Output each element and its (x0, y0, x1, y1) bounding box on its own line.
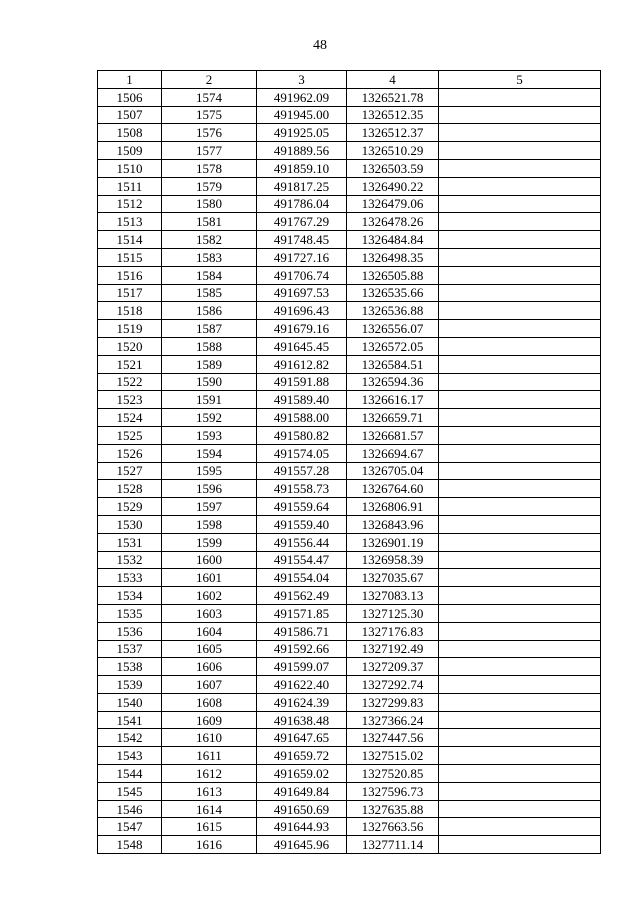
table-cell-col-3: 491592.66 (257, 640, 347, 658)
table-cell-col-5 (439, 88, 601, 106)
table-cell-col-1: 1508 (98, 124, 162, 142)
table-cell-col-3: 491786.04 (257, 195, 347, 213)
table-cell-col-2: 1599 (162, 533, 257, 551)
table-row (98, 676, 601, 694)
table-cell-col-3: 491647.65 (257, 729, 347, 747)
table-cell-col-1: 1543 (98, 747, 162, 765)
table-cell-col-5 (439, 711, 601, 729)
table-row (98, 159, 601, 177)
table-cell-col-4: 1327299.83 (347, 693, 439, 711)
table-cell-col-1: 1519 (98, 320, 162, 338)
table-cell-col-3: 491659.02 (257, 765, 347, 783)
table-cell-col-4: 1326521.78 (347, 88, 439, 106)
table-row (98, 782, 601, 800)
table-cell-col-3: 491696.43 (257, 302, 347, 320)
table-cell-col-1: 1516 (98, 266, 162, 284)
table-cell-col-2: 1611 (162, 747, 257, 765)
table-cell-col-3: 491859.10 (257, 159, 347, 177)
table-cell-col-5 (439, 231, 601, 249)
table-cell-col-5 (439, 800, 601, 818)
table-row (98, 284, 601, 302)
table-cell-col-5 (439, 693, 601, 711)
table-cell-col-2: 1581 (162, 213, 257, 231)
table-cell-col-4: 1327596.73 (347, 782, 439, 800)
table-cell-col-4: 1326536.88 (347, 302, 439, 320)
table-cell-col-5 (439, 391, 601, 409)
table-cell-col-3: 491962.09 (257, 88, 347, 106)
table-cell-col-5 (439, 159, 601, 177)
table-row (98, 711, 601, 729)
table-cell-col-1: 1529 (98, 498, 162, 516)
table-cell-col-2: 1588 (162, 337, 257, 355)
table-cell-col-5 (439, 480, 601, 498)
table-cell-col-1: 1523 (98, 391, 162, 409)
table-cell-col-4: 1326490.22 (347, 177, 439, 195)
table-cell-col-1: 1537 (98, 640, 162, 658)
page-number: 48 (313, 38, 327, 53)
table-cell-col-5 (439, 177, 601, 195)
table-cell-col-3: 491624.39 (257, 693, 347, 711)
table-cell-col-1: 1547 (98, 818, 162, 836)
table-cell-col-3: 491554.04 (257, 569, 347, 587)
column-header-4: 4 (347, 71, 439, 89)
table-row (98, 658, 601, 676)
table-cell-col-1: 1506 (98, 88, 162, 106)
table-cell-col-5 (439, 213, 601, 231)
table-cell-col-2: 1613 (162, 782, 257, 800)
table-row (98, 124, 601, 142)
table-cell-col-4: 1326512.35 (347, 106, 439, 124)
table-cell-col-3: 491748.45 (257, 231, 347, 249)
table-cell-col-4: 1327635.88 (347, 800, 439, 818)
table-cell-col-1: 1527 (98, 462, 162, 480)
table-cell-col-4: 1326901.19 (347, 533, 439, 551)
table-cell-col-1: 1518 (98, 302, 162, 320)
table-cell-col-2: 1609 (162, 711, 257, 729)
table-cell-col-2: 1612 (162, 765, 257, 783)
table-cell-col-2: 1594 (162, 444, 257, 462)
table-cell-col-2: 1575 (162, 106, 257, 124)
table-cell-col-5 (439, 765, 601, 783)
table-cell-col-4: 1326681.57 (347, 426, 439, 444)
table-cell-col-4: 1326705.04 (347, 462, 439, 480)
table-cell-col-5 (439, 729, 601, 747)
table-cell-col-2: 1604 (162, 622, 257, 640)
table-cell-col-4: 1327663.56 (347, 818, 439, 836)
table-cell-col-5 (439, 195, 601, 213)
table-cell-col-1: 1536 (98, 622, 162, 640)
table-cell-col-3: 491612.82 (257, 355, 347, 373)
table-cell-col-1: 1540 (98, 693, 162, 711)
table-cell-col-2: 1600 (162, 551, 257, 569)
table-cell-col-2: 1614 (162, 800, 257, 818)
table-row (98, 409, 601, 427)
table-cell-col-5 (439, 302, 601, 320)
table-header-row (98, 71, 601, 89)
table-cell-col-3: 491574.05 (257, 444, 347, 462)
table-cell-col-3: 491817.25 (257, 177, 347, 195)
table-cell-col-5 (439, 818, 601, 836)
table-cell-col-4: 1327520.85 (347, 765, 439, 783)
table-cell-col-4: 1327366.24 (347, 711, 439, 729)
table-cell-col-2: 1583 (162, 248, 257, 266)
table-row (98, 248, 601, 266)
table-cell-col-5 (439, 551, 601, 569)
table-row (98, 302, 601, 320)
table-cell-col-2: 1579 (162, 177, 257, 195)
table-cell-col-5 (439, 569, 601, 587)
table-cell-col-2: 1606 (162, 658, 257, 676)
table-cell-col-3: 491554.47 (257, 551, 347, 569)
table-cell-col-3: 491925.05 (257, 124, 347, 142)
table-row (98, 604, 601, 622)
table-cell-col-1: 1510 (98, 159, 162, 177)
table-cell-col-3: 491649.84 (257, 782, 347, 800)
table-cell-col-3: 491589.40 (257, 391, 347, 409)
table-cell-col-2: 1589 (162, 355, 257, 373)
table-row (98, 551, 601, 569)
table-cell-col-3: 491571.85 (257, 604, 347, 622)
table-cell-col-2: 1574 (162, 88, 257, 106)
table-row (98, 426, 601, 444)
table-cell-col-2: 1601 (162, 569, 257, 587)
table-cell-col-1: 1507 (98, 106, 162, 124)
table-cell-col-5 (439, 284, 601, 302)
table-cell-col-2: 1605 (162, 640, 257, 658)
table-cell-col-1: 1522 (98, 373, 162, 391)
table-cell-col-3: 491645.96 (257, 836, 347, 854)
table-row (98, 818, 601, 836)
table-row (98, 515, 601, 533)
table-cell-col-3: 491659.72 (257, 747, 347, 765)
table-cell-col-4: 1327711.14 (347, 836, 439, 854)
table-cell-col-4: 1326594.36 (347, 373, 439, 391)
table-body (98, 88, 601, 853)
table-cell-col-4: 1326958.39 (347, 551, 439, 569)
table-cell-col-4: 1326505.88 (347, 266, 439, 284)
table-cell-col-1: 1515 (98, 248, 162, 266)
table-cell-col-5 (439, 106, 601, 124)
table-cell-col-4: 1327176.83 (347, 622, 439, 640)
table-cell-col-2: 1584 (162, 266, 257, 284)
table-cell-col-5 (439, 782, 601, 800)
table-cell-col-1: 1520 (98, 337, 162, 355)
table-row (98, 88, 601, 106)
table-cell-col-4: 1327292.74 (347, 676, 439, 694)
table-row (98, 765, 601, 783)
table-cell-col-4: 1326806.91 (347, 498, 439, 516)
table-cell-col-1: 1531 (98, 533, 162, 551)
column-header-5: 5 (439, 71, 601, 89)
table-cell-col-5 (439, 248, 601, 266)
table-cell-col-5 (439, 124, 601, 142)
table-row (98, 195, 601, 213)
table-cell-col-3: 491580.82 (257, 426, 347, 444)
table-cell-col-4: 1326535.66 (347, 284, 439, 302)
table-cell-col-3: 491591.88 (257, 373, 347, 391)
table-row (98, 480, 601, 498)
table-cell-col-4: 1327515.02 (347, 747, 439, 765)
table-cell-col-3: 491767.29 (257, 213, 347, 231)
table-cell-col-5 (439, 498, 601, 516)
table-row (98, 622, 601, 640)
table-cell-col-5 (439, 640, 601, 658)
table-row (98, 142, 601, 160)
table-cell-col-5 (439, 355, 601, 373)
table-cell-col-5 (439, 266, 601, 284)
table-cell-col-3: 491945.00 (257, 106, 347, 124)
table-row (98, 498, 601, 516)
table-row (98, 231, 601, 249)
table-cell-col-1: 1517 (98, 284, 162, 302)
table-cell-col-2: 1576 (162, 124, 257, 142)
table-cell-col-4: 1326478.26 (347, 213, 439, 231)
table-cell-col-1: 1509 (98, 142, 162, 160)
table-cell-col-1: 1548 (98, 836, 162, 854)
table-cell-col-3: 491697.53 (257, 284, 347, 302)
column-header-1: 1 (98, 71, 162, 89)
table-cell-col-2: 1615 (162, 818, 257, 836)
table-cell-col-5 (439, 373, 601, 391)
table-cell-col-2: 1593 (162, 426, 257, 444)
table-cell-col-4: 1327035.67 (347, 569, 439, 587)
table-cell-col-1: 1526 (98, 444, 162, 462)
table-cell-col-2: 1580 (162, 195, 257, 213)
table-cell-col-4: 1326498.35 (347, 248, 439, 266)
table-cell-col-4: 1327192.49 (347, 640, 439, 658)
table-cell-col-4: 1326479.06 (347, 195, 439, 213)
table-cell-col-4: 1326556.07 (347, 320, 439, 338)
table-cell-col-4: 1326503.59 (347, 159, 439, 177)
table-cell-col-3: 491559.64 (257, 498, 347, 516)
table-cell-col-3: 491599.07 (257, 658, 347, 676)
table-cell-col-2: 1590 (162, 373, 257, 391)
table-row (98, 729, 601, 747)
table-cell-col-4: 1326584.51 (347, 355, 439, 373)
table-cell-col-4: 1326512.37 (347, 124, 439, 142)
table-cell-col-1: 1539 (98, 676, 162, 694)
table-row (98, 391, 601, 409)
table-cell-col-3: 491586.71 (257, 622, 347, 640)
table-cell-col-2: 1587 (162, 320, 257, 338)
table-cell-col-3: 491889.56 (257, 142, 347, 160)
table-cell-col-4: 1327209.37 (347, 658, 439, 676)
table-cell-col-2: 1595 (162, 462, 257, 480)
table-cell-col-5 (439, 587, 601, 605)
table-cell-col-3: 491638.48 (257, 711, 347, 729)
table-cell-col-3: 491557.28 (257, 462, 347, 480)
table-cell-col-3: 491644.93 (257, 818, 347, 836)
table-cell-col-3: 491679.16 (257, 320, 347, 338)
table-cell-col-1: 1513 (98, 213, 162, 231)
column-header-2: 2 (162, 71, 257, 89)
table-row (98, 320, 601, 338)
table-cell-col-3: 491559.40 (257, 515, 347, 533)
table-cell-col-5 (439, 462, 601, 480)
table-cell-col-5 (439, 515, 601, 533)
table-cell-col-1: 1530 (98, 515, 162, 533)
table-cell-col-2: 1610 (162, 729, 257, 747)
table-cell-col-2: 1596 (162, 480, 257, 498)
table-cell-col-5 (439, 533, 601, 551)
table-row (98, 177, 601, 195)
table-cell-col-1: 1521 (98, 355, 162, 373)
table-cell-col-3: 491558.73 (257, 480, 347, 498)
table-cell-col-4: 1327447.56 (347, 729, 439, 747)
table-cell-col-2: 1597 (162, 498, 257, 516)
table-cell-col-3: 491650.69 (257, 800, 347, 818)
table-cell-col-4: 1326616.17 (347, 391, 439, 409)
table-cell-col-2: 1592 (162, 409, 257, 427)
table-cell-col-1: 1533 (98, 569, 162, 587)
table-cell-col-1: 1538 (98, 658, 162, 676)
table-cell-col-3: 491622.40 (257, 676, 347, 694)
table-cell-col-2: 1585 (162, 284, 257, 302)
table-cell-col-1: 1512 (98, 195, 162, 213)
table-cell-col-2: 1608 (162, 693, 257, 711)
table-cell-col-1: 1541 (98, 711, 162, 729)
table-cell-col-4: 1326843.96 (347, 515, 439, 533)
table-cell-col-1: 1532 (98, 551, 162, 569)
table-cell-col-1: 1525 (98, 426, 162, 444)
table-row (98, 213, 601, 231)
table-cell-col-2: 1603 (162, 604, 257, 622)
table-row (98, 800, 601, 818)
table-cell-col-5 (439, 142, 601, 160)
table-row (98, 373, 601, 391)
table-row (98, 106, 601, 124)
table-cell-col-5 (439, 658, 601, 676)
table-cell-col-3: 491706.74 (257, 266, 347, 284)
table-cell-col-2: 1598 (162, 515, 257, 533)
table-cell-col-3: 491645.45 (257, 337, 347, 355)
table-row (98, 836, 601, 854)
table-cell-col-3: 491556.44 (257, 533, 347, 551)
table-cell-col-1: 1535 (98, 604, 162, 622)
table-cell-col-5 (439, 676, 601, 694)
table-cell-col-2: 1616 (162, 836, 257, 854)
table-cell-col-2: 1607 (162, 676, 257, 694)
table-cell-col-2: 1578 (162, 159, 257, 177)
table-cell-col-1: 1524 (98, 409, 162, 427)
table-row (98, 747, 601, 765)
table-cell-col-2: 1577 (162, 142, 257, 160)
table-cell-col-2: 1591 (162, 391, 257, 409)
table-cell-col-4: 1326510.29 (347, 142, 439, 160)
table-cell-col-2: 1582 (162, 231, 257, 249)
table-row (98, 640, 601, 658)
table-row (98, 533, 601, 551)
table-cell-col-5 (439, 622, 601, 640)
table-cell-col-1: 1544 (98, 765, 162, 783)
table-cell-col-1: 1546 (98, 800, 162, 818)
table-row (98, 337, 601, 355)
table-cell-col-5 (439, 337, 601, 355)
table-row (98, 444, 601, 462)
table-cell-col-1: 1534 (98, 587, 162, 605)
table-cell-col-5 (439, 747, 601, 765)
table-cell-col-4: 1326694.67 (347, 444, 439, 462)
table-cell-col-2: 1586 (162, 302, 257, 320)
table-cell-col-5 (439, 836, 601, 854)
table-cell-col-3: 491727.16 (257, 248, 347, 266)
table-cell-col-3: 491562.49 (257, 587, 347, 605)
table-cell-col-2: 1602 (162, 587, 257, 605)
table-cell-col-5 (439, 320, 601, 338)
table-cell-col-4: 1326572.05 (347, 337, 439, 355)
table-cell-col-1: 1514 (98, 231, 162, 249)
table-cell-col-1: 1542 (98, 729, 162, 747)
table-row (98, 266, 601, 284)
table-cell-col-5 (439, 426, 601, 444)
table-cell-col-5 (439, 604, 601, 622)
table-row (98, 462, 601, 480)
table-row (98, 569, 601, 587)
table-cell-col-1: 1511 (98, 177, 162, 195)
table-cell-col-4: 1327125.30 (347, 604, 439, 622)
table-cell-col-5 (439, 409, 601, 427)
table-cell-col-4: 1326484.84 (347, 231, 439, 249)
column-header-3: 3 (257, 71, 347, 89)
coordinates-table (97, 70, 601, 854)
table-cell-col-3: 491588.00 (257, 409, 347, 427)
table-row (98, 693, 601, 711)
table-cell-col-4: 1326764.60 (347, 480, 439, 498)
table-cell-col-5 (439, 444, 601, 462)
table-cell-col-1: 1528 (98, 480, 162, 498)
table-cell-col-1: 1545 (98, 782, 162, 800)
table-row (98, 587, 601, 605)
table-cell-col-4: 1326659.71 (347, 409, 439, 427)
table-row (98, 355, 601, 373)
table-cell-col-4: 1327083.13 (347, 587, 439, 605)
